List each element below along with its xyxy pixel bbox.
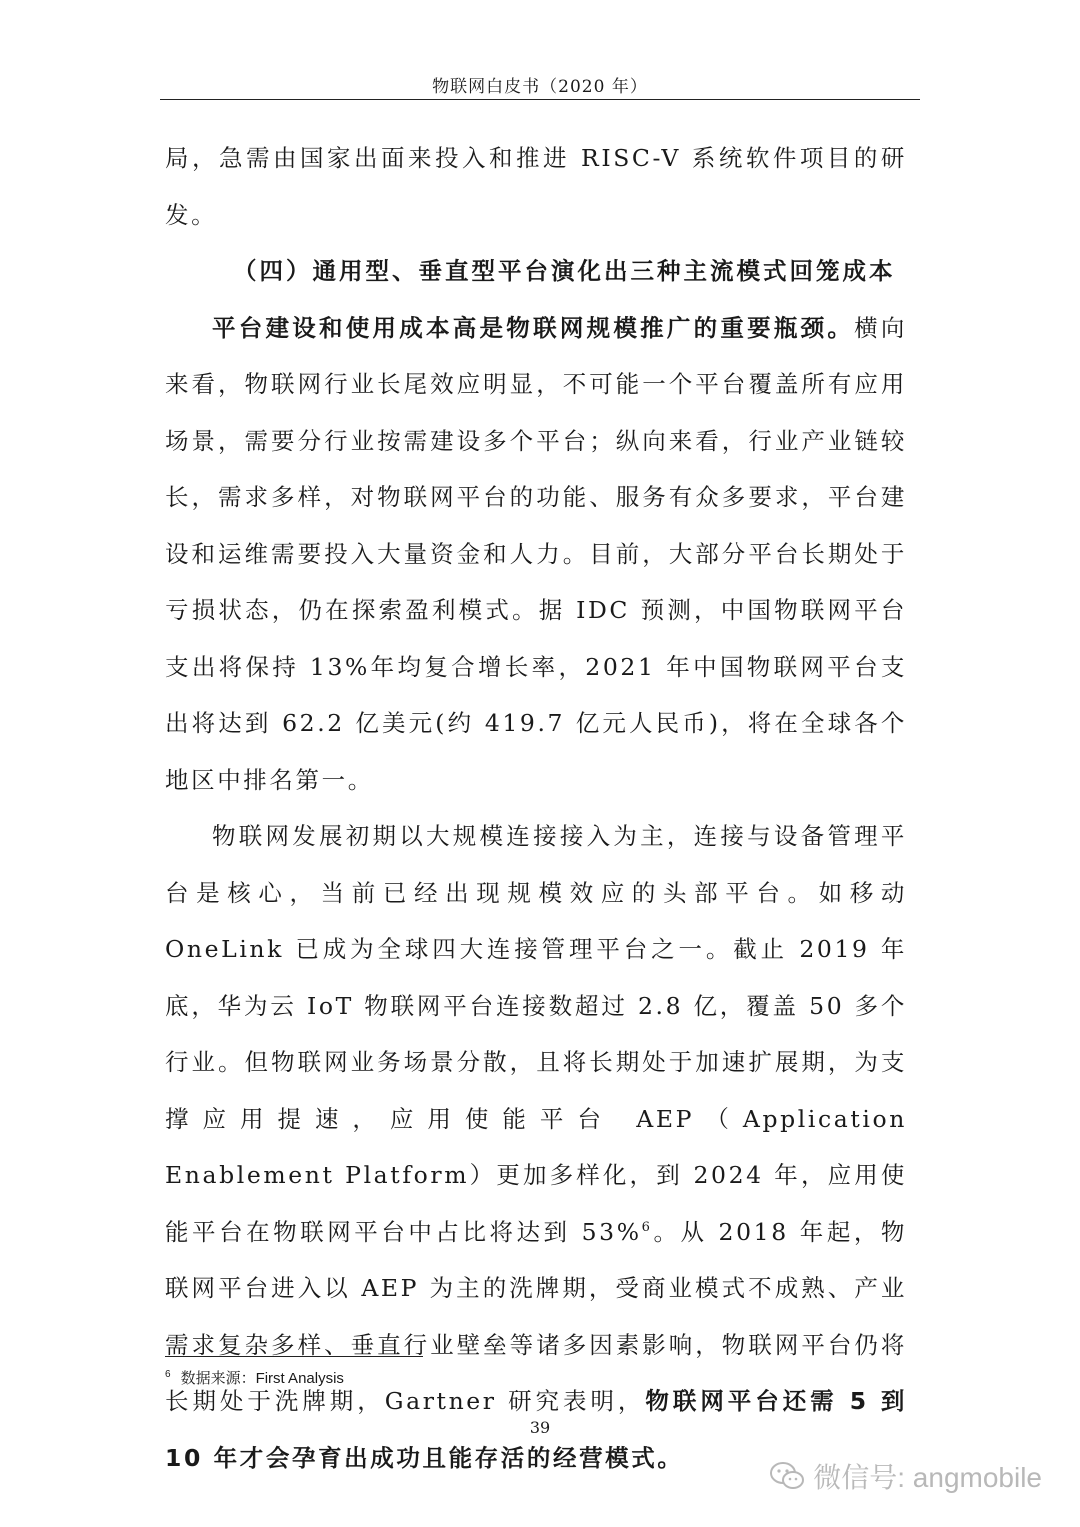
page-content (165, 130, 907, 1486)
paragraph-platform-cost (165, 300, 907, 809)
paragraph-continuation: 局，急需由国家出面来投入和推进 RISC-V 系统软件项目的研发。 (165, 144, 907, 229)
footnote (165, 1367, 344, 1388)
paragraph-text: 物联网发展初期以大规模连接接入为主，连接与设备管理平台是核心，当前已经出现规模效应的头部平台。如移动 OneLink 已成为全球四大连接管理平台之一。截止 2019 年底，华为云 IoT 物联网平台连接数超过 2.8 亿，覆盖 50 多个行业。但物联网业务场景分散，且将长期处于加速扩展期，为支撑应用提速，应用使能平台 AEP（Application Enablement Platform）更加多样化，到 2024 年，应用使能平台在物联网平台中占比将达到 53% (165, 822, 907, 1246)
page-number: 39 (529, 1418, 551, 1437)
page-header: 物联网白皮书（2020 年） (432, 77, 648, 97)
paragraph-text: 。从 2018 年起，物联网平台进入以 AEP 为主的洗牌期，受商业模式不成熟、产业需求复杂多样、垂直行业壁垒等诸多因素影响，物联网平台仍将长期处于洗牌期，Gartner 研究表明， (165, 1217, 907, 1415)
wechat-icon (769, 1461, 805, 1491)
footnote-reference[interactable]: 6 (641, 1219, 653, 1235)
footnote-marker: 6 (165, 1369, 171, 1380)
watermark (769, 1456, 1042, 1496)
watermark-text: 微信号: angmobile (813, 1462, 1042, 1493)
footnote-text: 数据来源：First Analysis (180, 1370, 344, 1387)
header-divider (160, 99, 920, 100)
key-statement: 平台建设和使用成本高是物联网规模推广的重要瓶颈。 (212, 313, 855, 342)
footnote-divider (165, 1356, 423, 1357)
section-heading: （四）通用型、垂直型平台演化出三种主流模式回笼成本 (233, 257, 896, 285)
key-conclusion: 物联网平台还需 5 到 10 年才会孕育出成功且能存活的经营模式。 (165, 1387, 907, 1472)
paragraph-text: 横向来看，物联网行业长尾效应明显，不可能一个平台覆盖所有应用场景，需要分行业按需建设多个平台；纵向来看，行业产业链较长，需求多样，对物联网平台的功能、服务有众多要求，平台建设和运维需要投入大量资金和人力。目前，大部分平台长期处于亏损状态，仍在探索盈利模式。据 IDC 预测，中国物联网平台支出将保持 13%年均复合增长率，2021 年中国物联网平台支出将达到 62.2 亿美元(约 419.7 亿元人民币)，将在全球各个地区中排名第一。 (165, 313, 907, 794)
